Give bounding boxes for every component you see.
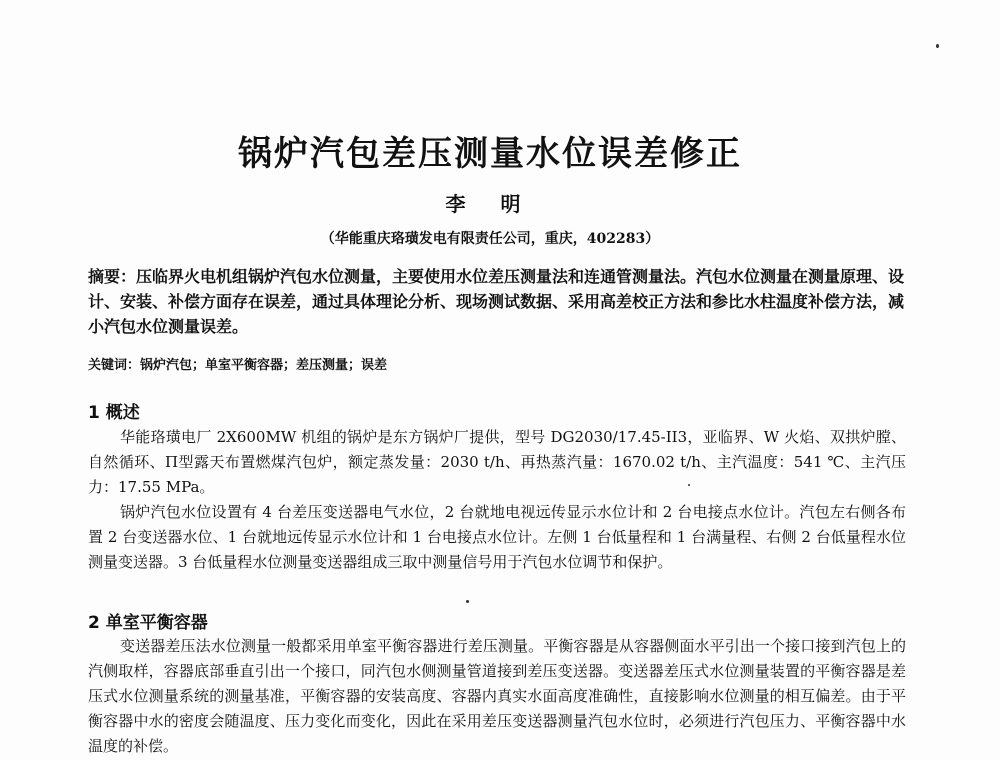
scan-speck (466, 600, 469, 603)
section-1-paragraph-2: 锅炉汽包水位设置有 4 台差压变送器电气水位，2 台就地电视远传显示水位计和 2 台电接点水位计。汽包左右侧各布置 2 台变送器水位、1 台就地远传显示水位计和 1 台电接点水位计。左侧 1 台低量程和 1 台满量程、右侧 2 台低量程水位测量变送器。3 台低量程水位测量变送器组成三取中测量信号用于汽包水位调节和保护。 (88, 503, 906, 571)
paper-abstract: 摘要：压临界火电机组锅炉汽包水位测量，主要使用水位差压测量法和连通管测量法。汽包水位测量在测量原理、设计、安装、补偿方面存在误差，通过具体理论分析、现场测试数据、采用高差校正方法和参比水柱温度补偿方法，减小汽包水位测量误差。 (88, 267, 905, 336)
section-2-paragraph-1: 变送器差压法水位测量一般都采用单室平衡容器进行差压测量。平衡容器是从容器侧面水平引出一个接口接到汽包上的汽侧取样，容器底部垂直引出一个接口，同汽包水侧测量管道接到差压变送器。变送器差压式水位测量装置的平衡容器是差压式水位测量系统的测量基准，平衡容器的安装高度、容器内真实水面高度准确性，直接影响水位测量的相互偏差。由于平衡容器中水的密度会随温度、压力变化而变化，因此在采用差压变送器测量汽包水位时，必须进行汽包压力、平衡容器中水温度的补偿。 (88, 637, 906, 755)
scan-speck (936, 44, 939, 48)
paper-keywords: 关键词：锅炉汽包；单室平衡容器；差压测量；误差 (88, 358, 388, 373)
paper-affiliation: （华能重庆珞璜发电有限责任公司，重庆，402283） (320, 231, 660, 247)
section-heading-overview: 1 概述 (88, 403, 140, 423)
section-heading-single-chamber-balance-vessel: 2 单室平衡容器 (88, 613, 208, 633)
scan-speck (688, 484, 690, 486)
paper-author: 李 明 (445, 192, 535, 216)
paper-title: 锅炉汽包差压测量水位误差修正 (238, 134, 742, 174)
section-1-paragraph-1: 华能珞璜电厂 2X600MW 机组的锅炉是东方锅炉厂提供，型号 DG2030/17.45-II3，亚临界、W 火焰、双拱炉膛、自然循环、Π型露天布置燃煤汽包炉，额定蒸发量：2030 t/h、再热蒸汽量：1670.02 t/h、主汽温度：541 ℃、主汽压力：17.55 MPa。 (88, 428, 906, 496)
